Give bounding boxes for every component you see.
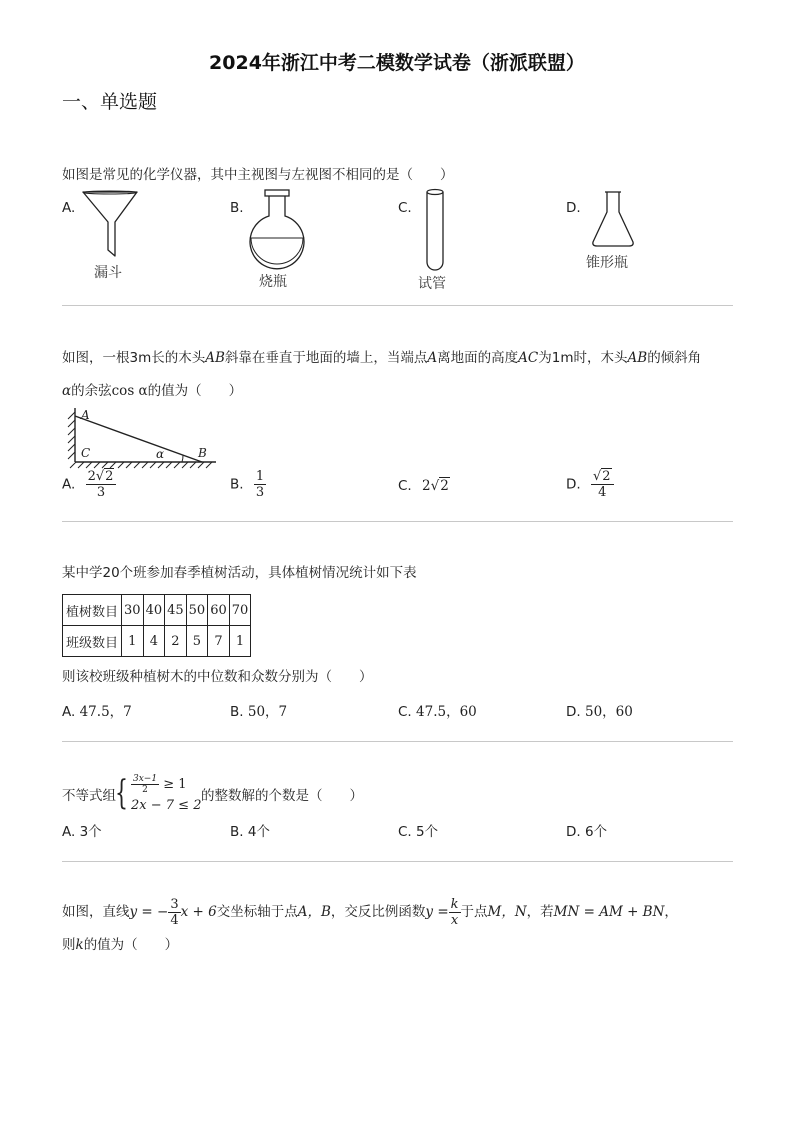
q2-d-den: 4 — [598, 485, 607, 500]
q5-text: 于点 — [460, 904, 488, 920]
brace-symbol: { — [115, 773, 128, 813]
q2-text: 斜靠在垂直于地面的墙上，当端点 — [224, 350, 428, 366]
q2-option-a[interactable] — [62, 469, 116, 500]
divider — [62, 305, 733, 306]
q2-text: 的倾斜角 — [647, 350, 702, 366]
q2-a-coef: 2 — [87, 469, 96, 484]
table-cell: 40 — [143, 595, 165, 626]
q3-option-c[interactable] — [398, 700, 477, 720]
q5-points-mn: M，N — [487, 904, 527, 920]
q2-option-c-letter: C. — [398, 478, 412, 494]
q2-math-alpha: α — [62, 383, 72, 399]
table-row — [63, 626, 251, 657]
table-cell: 30 — [122, 595, 144, 626]
q5-fn-num: k — [450, 896, 459, 912]
test-tube-caption: 试管 — [418, 276, 446, 292]
q4-option-d-letter: D. — [566, 824, 581, 840]
table-cell: 2 — [165, 626, 187, 657]
q5-math-k: k — [75, 937, 84, 953]
flask-caption: 烧瓶 — [259, 274, 287, 290]
q5-text: ， — [664, 904, 678, 920]
question-1-stem: 如图是常见的化学仪器，其中主视图与左视图不相同的是（ ） — [62, 167, 454, 183]
q2-option-d-letter: D. — [566, 476, 581, 493]
table-row-header: 班级数目 — [63, 626, 122, 657]
q2-option-d[interactable] — [566, 469, 614, 500]
q2-d-rad: 2 — [602, 469, 611, 484]
question-4-tail: 的整数解的个数是（ ） — [201, 788, 363, 804]
q5-points-ab: A，B — [297, 904, 331, 920]
q4-option-c[interactable] — [398, 820, 438, 840]
q5-fn-den: x — [450, 912, 459, 928]
q1-option-b-letter[interactable]: B. — [230, 200, 244, 216]
q5-text: ，交反比例函数 — [330, 904, 426, 920]
table-cell: 4 — [143, 626, 165, 657]
q5-line-rhs: x + 6 — [180, 904, 217, 920]
q1-option-d-letter[interactable]: D. — [566, 200, 581, 216]
fig-label-alpha: α — [156, 447, 165, 461]
q3-option-b[interactable] — [230, 700, 287, 720]
q2-option-c[interactable]: C. 2√2 — [398, 478, 449, 494]
q4-option-c-text: 5个 — [416, 824, 439, 840]
ineq1-den: 2 — [142, 785, 148, 795]
q2-math-ab: AB — [205, 350, 225, 366]
q3-option-a-letter: A. — [62, 704, 76, 720]
test-tube-icon — [424, 188, 446, 272]
q2-option-b-frac — [254, 469, 266, 500]
q5-text: 交坐标轴于点 — [216, 904, 298, 920]
section-heading: 一、单选题 — [62, 91, 158, 113]
inequality-1 — [131, 774, 187, 795]
q5-line-num: 3 — [170, 896, 179, 912]
q2-math-a: A — [427, 350, 438, 366]
q5-text: 的值为（ ） — [83, 937, 179, 953]
q2-b-den: 3 — [255, 485, 265, 500]
conical-flask-caption: 锥形瓶 — [586, 255, 628, 271]
q2-math-ac: AC — [518, 350, 539, 366]
page-title: 2024年浙江中考二模数学试卷（浙派联盟） — [209, 52, 585, 74]
divider — [62, 521, 733, 522]
q4-option-b-text: 4个 — [247, 824, 270, 840]
fig-label-b: B — [198, 446, 207, 460]
funnel-icon — [80, 190, 140, 260]
table-row — [63, 595, 251, 626]
ineq1-rel: ≥ 1 — [163, 777, 187, 792]
table-row-header: 植树数目 — [63, 595, 122, 626]
q3-option-d-letter: D. — [566, 704, 581, 720]
table-cell: 5 — [186, 626, 208, 657]
q4-option-c-letter: C. — [398, 824, 412, 840]
q3-option-d-text: 50，60 — [584, 704, 633, 720]
divider — [62, 741, 733, 742]
divider — [62, 861, 733, 862]
q3-option-c-text: 47.5，60 — [416, 704, 477, 720]
q4-option-a-letter: A. — [62, 824, 76, 840]
q4-option-b-letter: B. — [230, 824, 244, 840]
question-2-stem-line1 — [62, 348, 701, 368]
q1-option-c-letter[interactable]: C. — [398, 200, 412, 216]
q1-option-a-letter[interactable]: A. — [62, 200, 76, 216]
table-cell: 70 — [229, 595, 251, 626]
fig-label-a: A — [81, 408, 90, 422]
q2-a-den: 3 — [96, 485, 106, 500]
q2-b-num: 1 — [255, 469, 265, 484]
q2-option-a-frac: $\frac{2√2}{3}$ — [86, 469, 117, 500]
q4-option-b[interactable] — [230, 820, 270, 840]
q2-option-b-letter: B. — [230, 476, 244, 493]
q4-option-d[interactable] — [566, 820, 607, 840]
table-cell: 1 — [122, 626, 144, 657]
tree-planting-table — [62, 594, 251, 657]
q2-text: 的余弦 — [71, 383, 112, 399]
q2-option-a-letter: A. — [62, 476, 76, 493]
q2-text: 为1m时，木头 — [538, 350, 628, 366]
q4-option-a-text: 3个 — [79, 824, 102, 840]
question-5-stem-line1 — [62, 896, 678, 928]
q2-text: 的值为（ ） — [147, 383, 243, 399]
q4-option-d-text: 6个 — [584, 824, 608, 840]
q3-option-a-text: 47.5，7 — [79, 704, 132, 720]
q2-text: 如图，一根3m长的木头 — [62, 350, 206, 366]
question-2-stem-line2 — [62, 381, 242, 401]
q2-c-rad: 2 — [440, 478, 449, 494]
q2-c-coef: 2 — [422, 478, 431, 494]
question-3-stem: 某中学20个班参加春季植树活动，具体植树情况统计如下表 — [62, 565, 417, 581]
q2-text: 离地面的高度 — [437, 350, 519, 366]
q2-math-cos: cos α — [111, 383, 148, 399]
conical-flask-icon — [590, 190, 636, 250]
q5-condition: MN = AM + BN — [553, 904, 665, 920]
q2-option-b[interactable] — [230, 469, 266, 500]
table-cell: 7 — [208, 626, 230, 657]
q3-option-b-text: 50，7 — [247, 704, 288, 720]
table-cell: 45 — [165, 595, 187, 626]
q2-option-d-frac: $\frac{√2}{4}$ — [591, 469, 614, 500]
q3-option-c-letter: C. — [398, 704, 412, 720]
q3-option-d[interactable] — [566, 700, 633, 720]
q2-a-rad: 2 — [105, 469, 114, 484]
question-4-lead: 不等式组 — [62, 788, 116, 804]
table-cell: 1 — [229, 626, 251, 657]
q5-text: ，若 — [526, 904, 554, 920]
question-3-prompt: 则该校班级种植树木的中位数和众数分别为（ ） — [62, 669, 373, 685]
fig-label-c: C — [81, 446, 91, 460]
q5-line-lhs: y = − — [129, 904, 169, 920]
table-cell: 60 — [208, 595, 230, 626]
q5-text: 如图，直线 — [62, 904, 130, 920]
ladder-figure — [62, 404, 222, 470]
q5-line-den: 4 — [170, 912, 179, 928]
question-5-stem-line2 — [62, 935, 178, 955]
q4-option-a[interactable] — [62, 820, 102, 840]
q3-option-a[interactable] — [62, 700, 132, 720]
q5-fn-lhs: y = — [425, 904, 449, 920]
ineq1-num: 3x−1 — [133, 774, 158, 784]
table-cell: 50 — [186, 595, 208, 626]
q2-math-ab: AB — [627, 350, 648, 366]
q5-text: 则 — [62, 937, 76, 953]
q3-option-b-letter: B. — [230, 704, 244, 720]
funnel-caption: 漏斗 — [94, 265, 122, 281]
flask-icon — [244, 188, 310, 270]
inequality-2: 2x − 7 ≤ 2 — [131, 798, 202, 813]
